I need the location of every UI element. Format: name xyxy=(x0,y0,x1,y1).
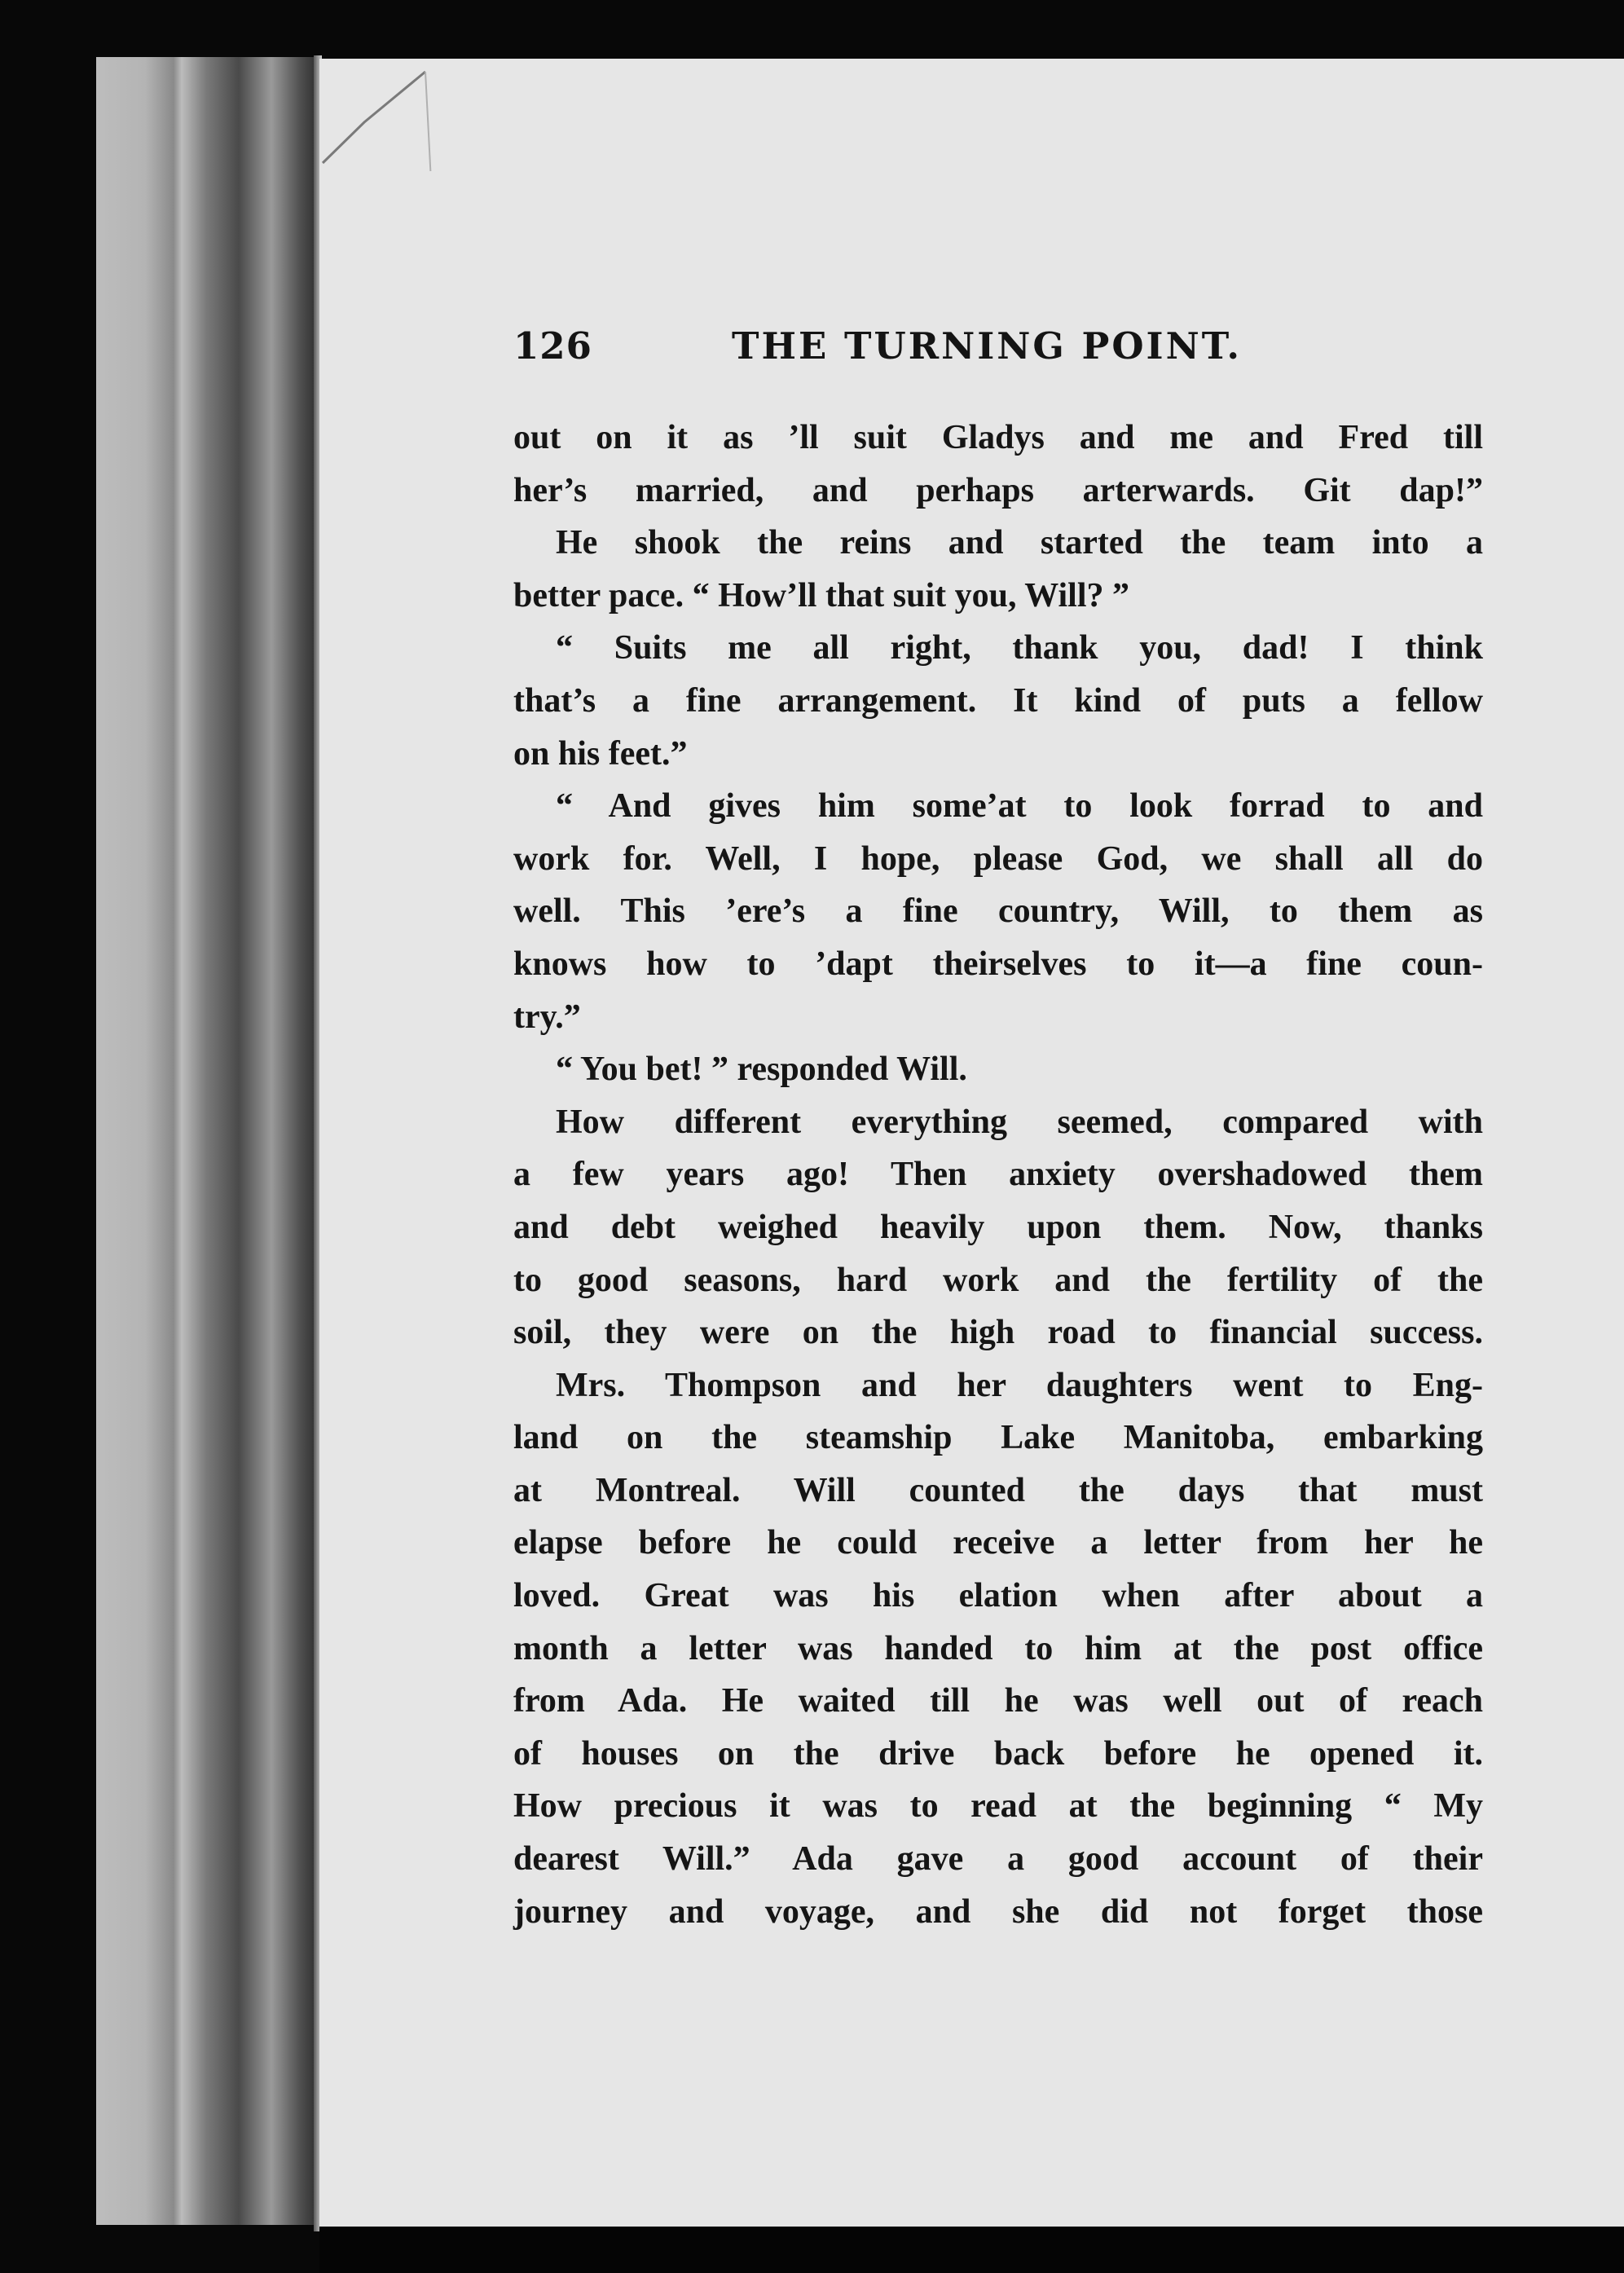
text-line: month a letter was handed to him at the post office xyxy=(513,1629,1483,1667)
text-line: her’s married, and perhaps arterwards. Git dap!” xyxy=(513,471,1483,509)
text-line: journey and voyage, and she did not forget those xyxy=(513,1892,1483,1931)
text-line: try.” xyxy=(513,998,581,1036)
text-line: soil, they were on the high road to financial success. xyxy=(513,1314,1483,1352)
text-line: from Ada. He waited till he was well out of reach xyxy=(513,1682,1483,1720)
scan-bottom-margin xyxy=(319,2227,1624,2273)
text-line: Mrs. Thompson and her daughters went to Eng- xyxy=(556,1366,1483,1404)
text-line: on his feet.” xyxy=(513,734,688,773)
page-number: 126 xyxy=(513,324,592,368)
text-line: He shook the reins and started the team into a xyxy=(556,524,1483,562)
text-line: a few years ago! Then anxiety overshadowed them xyxy=(513,1156,1483,1194)
page-header xyxy=(513,324,1467,381)
book-spine xyxy=(96,57,318,2225)
text-line: at Montreal. Will counted the days that must xyxy=(513,1471,1483,1509)
text-line: How different everything seemed, compared with xyxy=(556,1103,1483,1141)
text-line: “ And gives him some’at to look forrad to and xyxy=(556,787,1483,826)
text-line: of houses on the drive back before he opened it. xyxy=(513,1734,1483,1773)
text-line: elapse before he could receive a letter from her he xyxy=(513,1524,1483,1562)
text-line: “ You bet! ” responded Will. xyxy=(556,1051,967,1089)
text-line: better pace. “ How’ll that suit you, Will? ” xyxy=(513,576,1129,615)
text-line: out on it as ’ll suit Gladys and me and Fred till xyxy=(513,419,1483,456)
text-line: that’s a fine arrangement. It kind of puts a fellow xyxy=(513,681,1483,720)
text-line: knows how to ’dapt theirselves to it—a fine coun- xyxy=(513,945,1483,983)
running-title: THE TURNING POINT. xyxy=(732,324,1243,368)
text-line: and debt weighed heavily upon them. Now, thanks xyxy=(513,1208,1483,1246)
text-line: work for. Well, I hope, please God, we shall all do xyxy=(513,839,1483,878)
text-line: loved. Great was his elation when after about a xyxy=(513,1577,1483,1615)
text-line: “ Suits me all right, thank you, dad! I think xyxy=(556,629,1483,667)
page-fold-mark xyxy=(319,65,442,171)
text-line: to good seasons, hard work and the fertility of the xyxy=(513,1261,1483,1299)
text-line: How precious it was to read at the beginning “ My xyxy=(513,1787,1483,1826)
page-body-text xyxy=(513,412,1483,1938)
text-line: dearest Will.” Ada gave a good account of their xyxy=(513,1840,1483,1879)
text-line: well. This ’ere’s a fine country, Will, to them as xyxy=(513,892,1483,931)
text-line: land on the steamship Lake Manitoba, embarking xyxy=(513,1419,1483,1457)
